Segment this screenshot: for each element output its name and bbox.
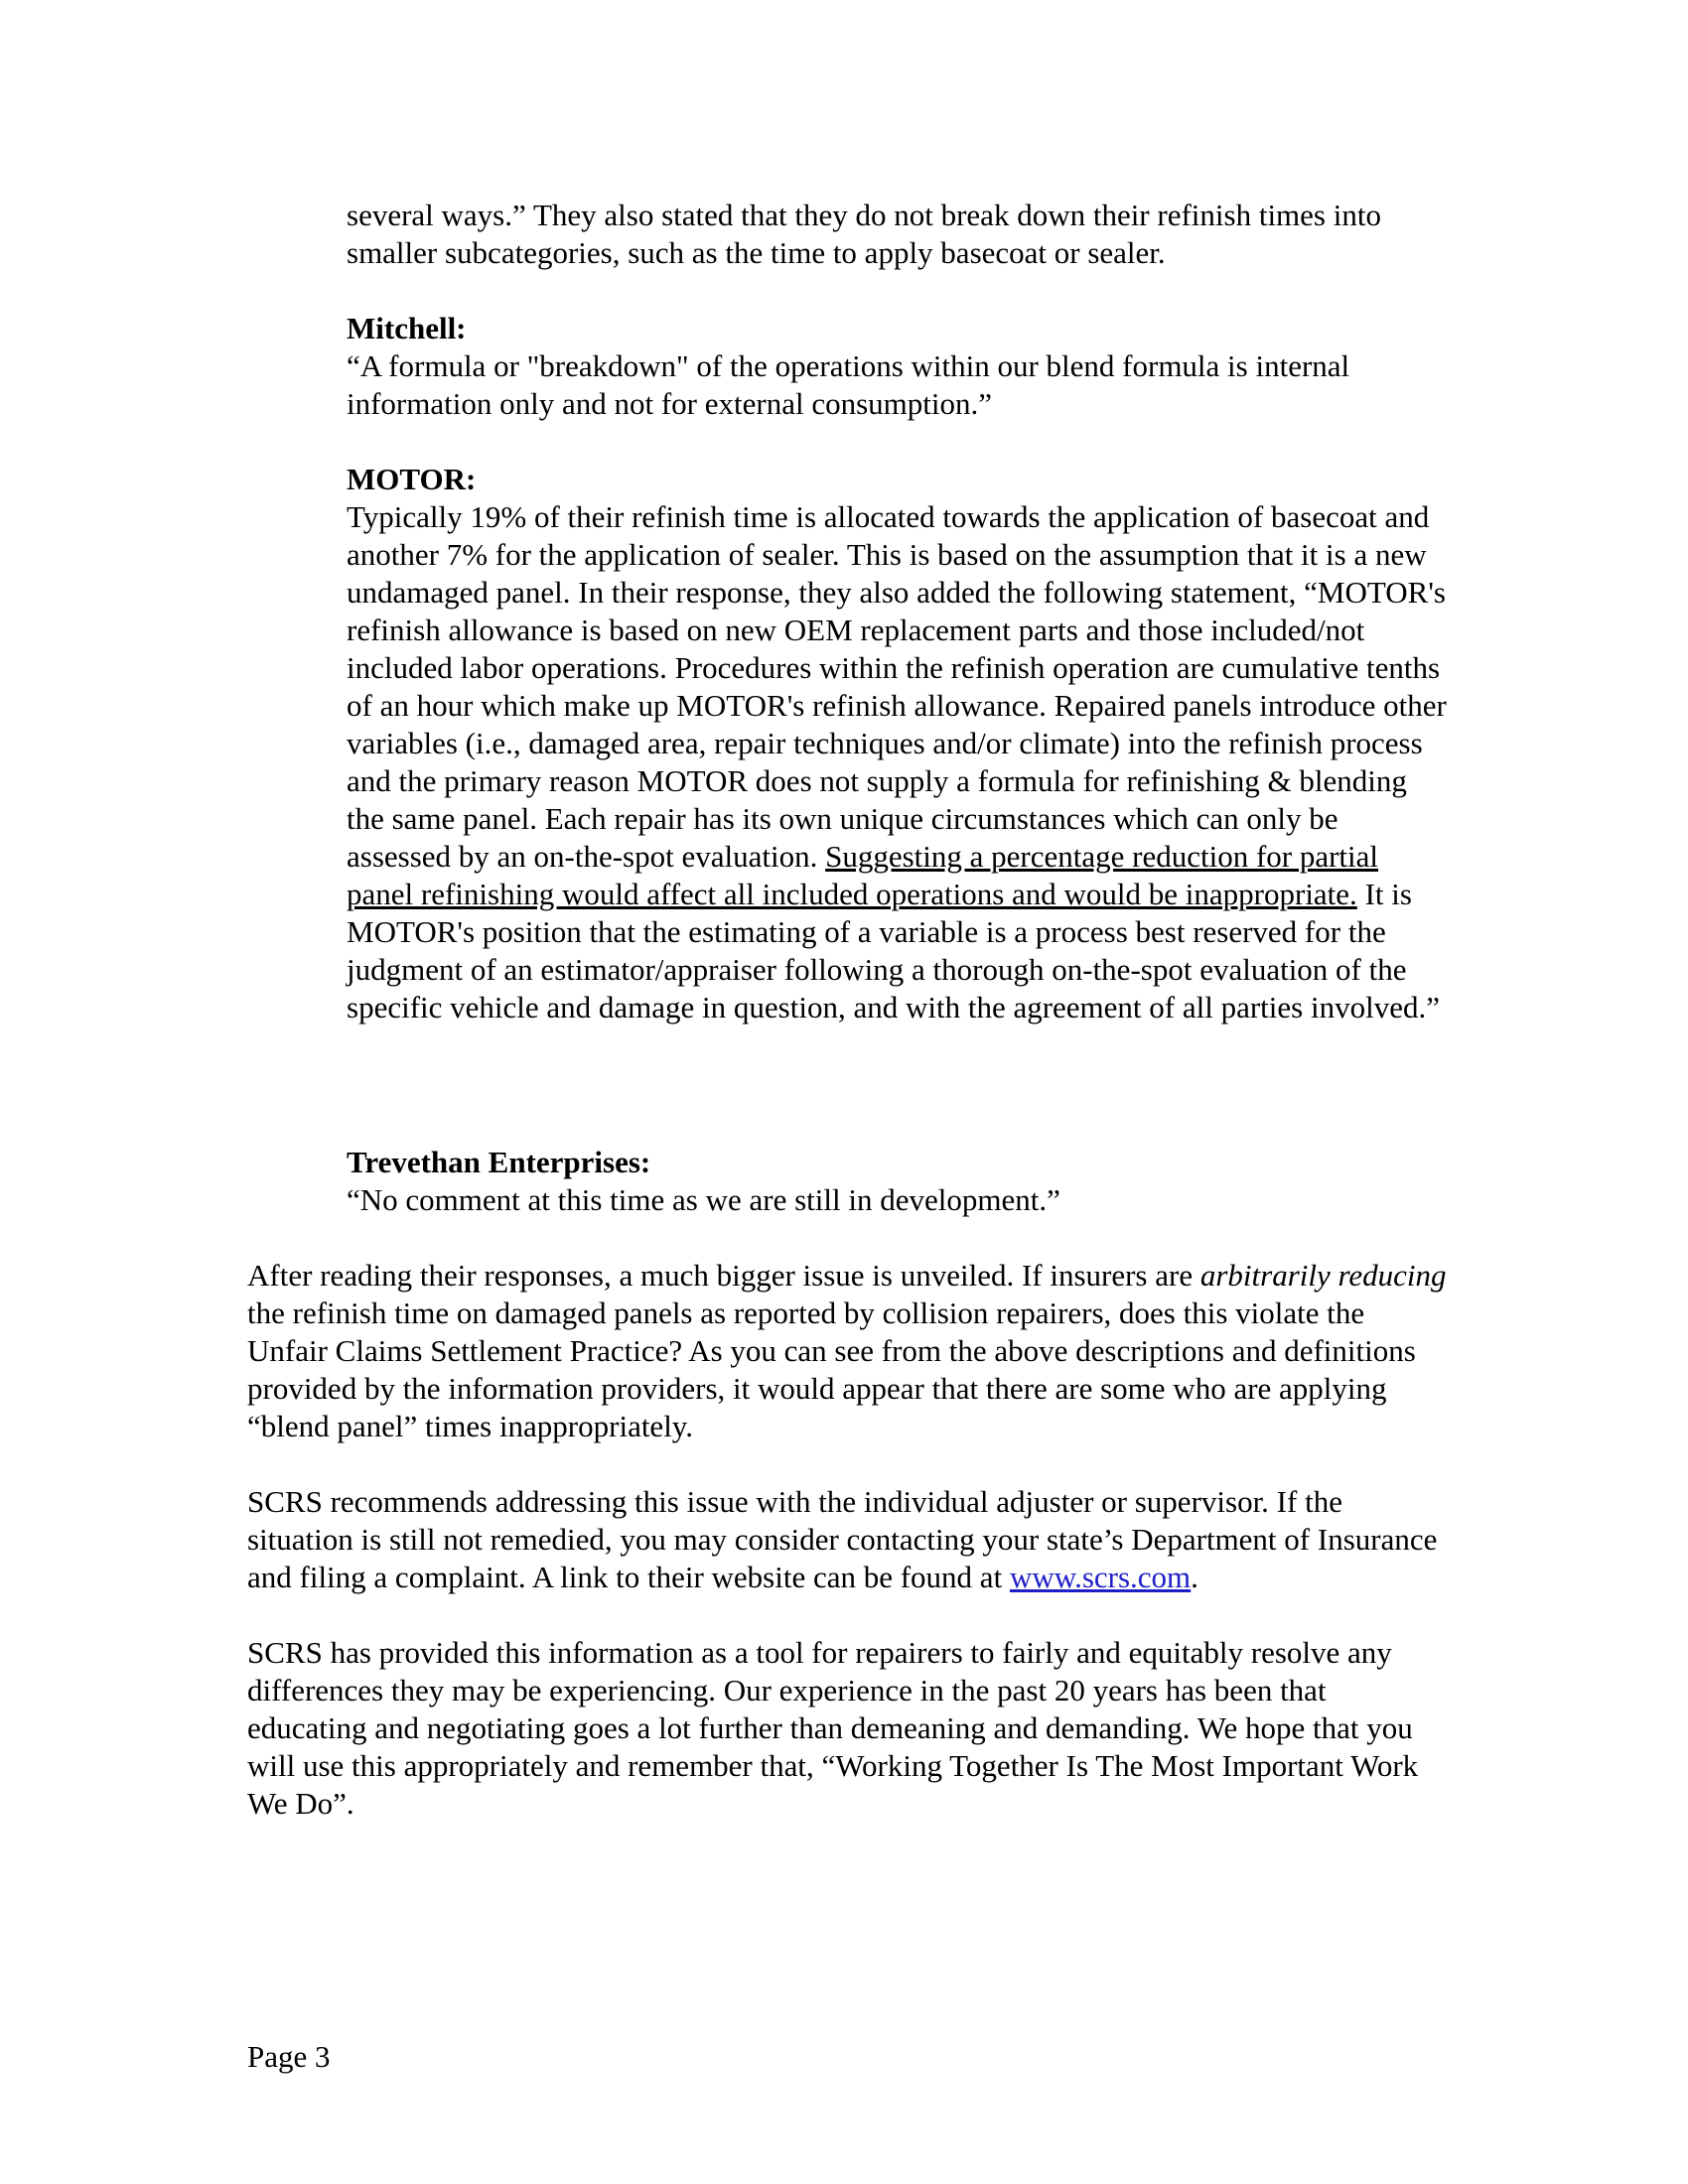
issue-text-after: the refinish time on damaged panels as reported by collision repairers, does this violate the Unfair Claims Settlement Practice? As you can see from the above descriptions and definitions provided by the information providers, it would appear that there are some who are applying “blend panel” times inappropriately. (247, 1296, 1416, 1443)
issue-paragraph (247, 1257, 1449, 1445)
recommend-text-after: . (1191, 1560, 1198, 1594)
continuation-text: several ways.” They also stated that they do not break down their refinish times into smaller subcategories, such as the time to apply basecoat or sealer. (347, 198, 1381, 270)
page-number: Page 3 (247, 2039, 331, 2074)
mitchell-section (347, 310, 1449, 423)
motor-text-after: It is MOTOR's position that the estimating of a variable is a process best reserved for the judgment of an estimator/appraiser following a thorough on-the-spot evaluation of the specific vehicle and damage in question, and with the agreement of all parties involved.” (347, 877, 1440, 1024)
trevethan-section (347, 1144, 1449, 1219)
trevethan-text: “No comment at this time as we are still in development.” (347, 1182, 1060, 1217)
motor-text (347, 498, 1449, 1026)
recommend-text-before: SCRS recommends addressing this issue with the individual adjuster or supervisor. If the situation is still not remedied, you may consider contacting your state’s Department of Insurance and filing a complaint. A link to their website can be found at (247, 1484, 1438, 1594)
issue-text-before: After reading their responses, a much bigger issue is unveiled. If insurers are (247, 1258, 1200, 1293)
closing-paragraph (247, 1634, 1449, 1823)
trevethan-heading: Trevethan Enterprises: (347, 1145, 651, 1179)
continuation-section (347, 197, 1449, 272)
scrs-website-link[interactable]: www.scrs.com (1009, 1560, 1192, 1594)
motor-section (347, 461, 1449, 1026)
motor-text-underlined: Suggesting a percentage reduction for partial panel refinishing would affect all included operations and would be inappropriate. (347, 839, 1379, 911)
mitchell-text: “A formula or "breakdown" of the operations within our blend formula is internal information only and not for external consumption.” (347, 348, 1350, 421)
closing-text: SCRS has provided this information as a tool for repairers to fairly and equitably resolve any differences they may be experiencing. Our experience in the past 20 years has been that educating and negotiating goes a lot further than demeaning and demanding. We hope that you will use this appropriately and remember that, “Working Together Is The Most Important Work We Do”. (247, 1635, 1419, 1821)
motor-text-before: Typically 19% of their refinish time is allocated towards the application of basecoat and another 7% for the application of sealer. This is based on the assumption that it is a new undamaged panel. In their response, they also added the following statement, “MOTOR's refinish allowance is based on new OEM replacement parts and those included/not included labor operations. Procedures within the refinish operation are cumulative tenths of an hour which make up MOTOR's refinish allowance. Repaired panels introduce other variables (i.e., damaged area, repair techniques and/or climate) into the refinish process and the primary reason MOTOR does not supply a formula for refinishing & blending the same panel. Each repair has its own unique circumstances which can only be assessed by an on-the-spot evaluation. (347, 499, 1447, 874)
recommend-paragraph (247, 1483, 1449, 1596)
issue-text-italic: arbitrarily reducing (1199, 1258, 1447, 1293)
mitchell-heading: Mitchell: (347, 311, 467, 345)
motor-heading: MOTOR: (347, 462, 477, 496)
